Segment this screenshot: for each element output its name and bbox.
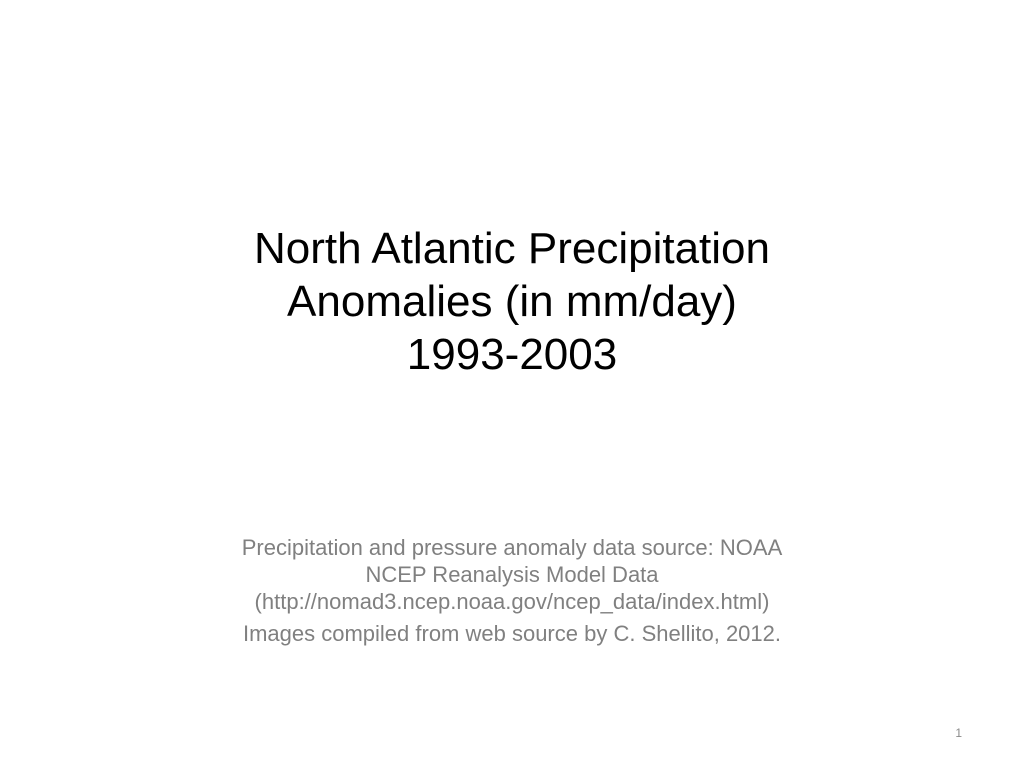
subtitle-line-1: Precipitation and pressure anomaly data source: NOAA [241, 535, 783, 560]
title-line-3: 1993-2003 [406, 330, 618, 379]
title-line-1: North Atlantic Precipitation [253, 224, 771, 273]
subtitle-line-2: NCEP Reanalysis Model Data [365, 562, 659, 587]
subtitle-line-3: (http://nomad3.ncep.noaa.gov/ncep_data/index.html) [254, 589, 770, 614]
slide-title [80, 222, 944, 381]
title-line-2: Anomalies (in mm/day) [287, 277, 737, 326]
subtitle-line-4: Images compiled from web source by C. Shellito, 2012. [242, 621, 782, 646]
slide-subtitle [120, 534, 904, 647]
slide-number: 1 [955, 726, 962, 740]
